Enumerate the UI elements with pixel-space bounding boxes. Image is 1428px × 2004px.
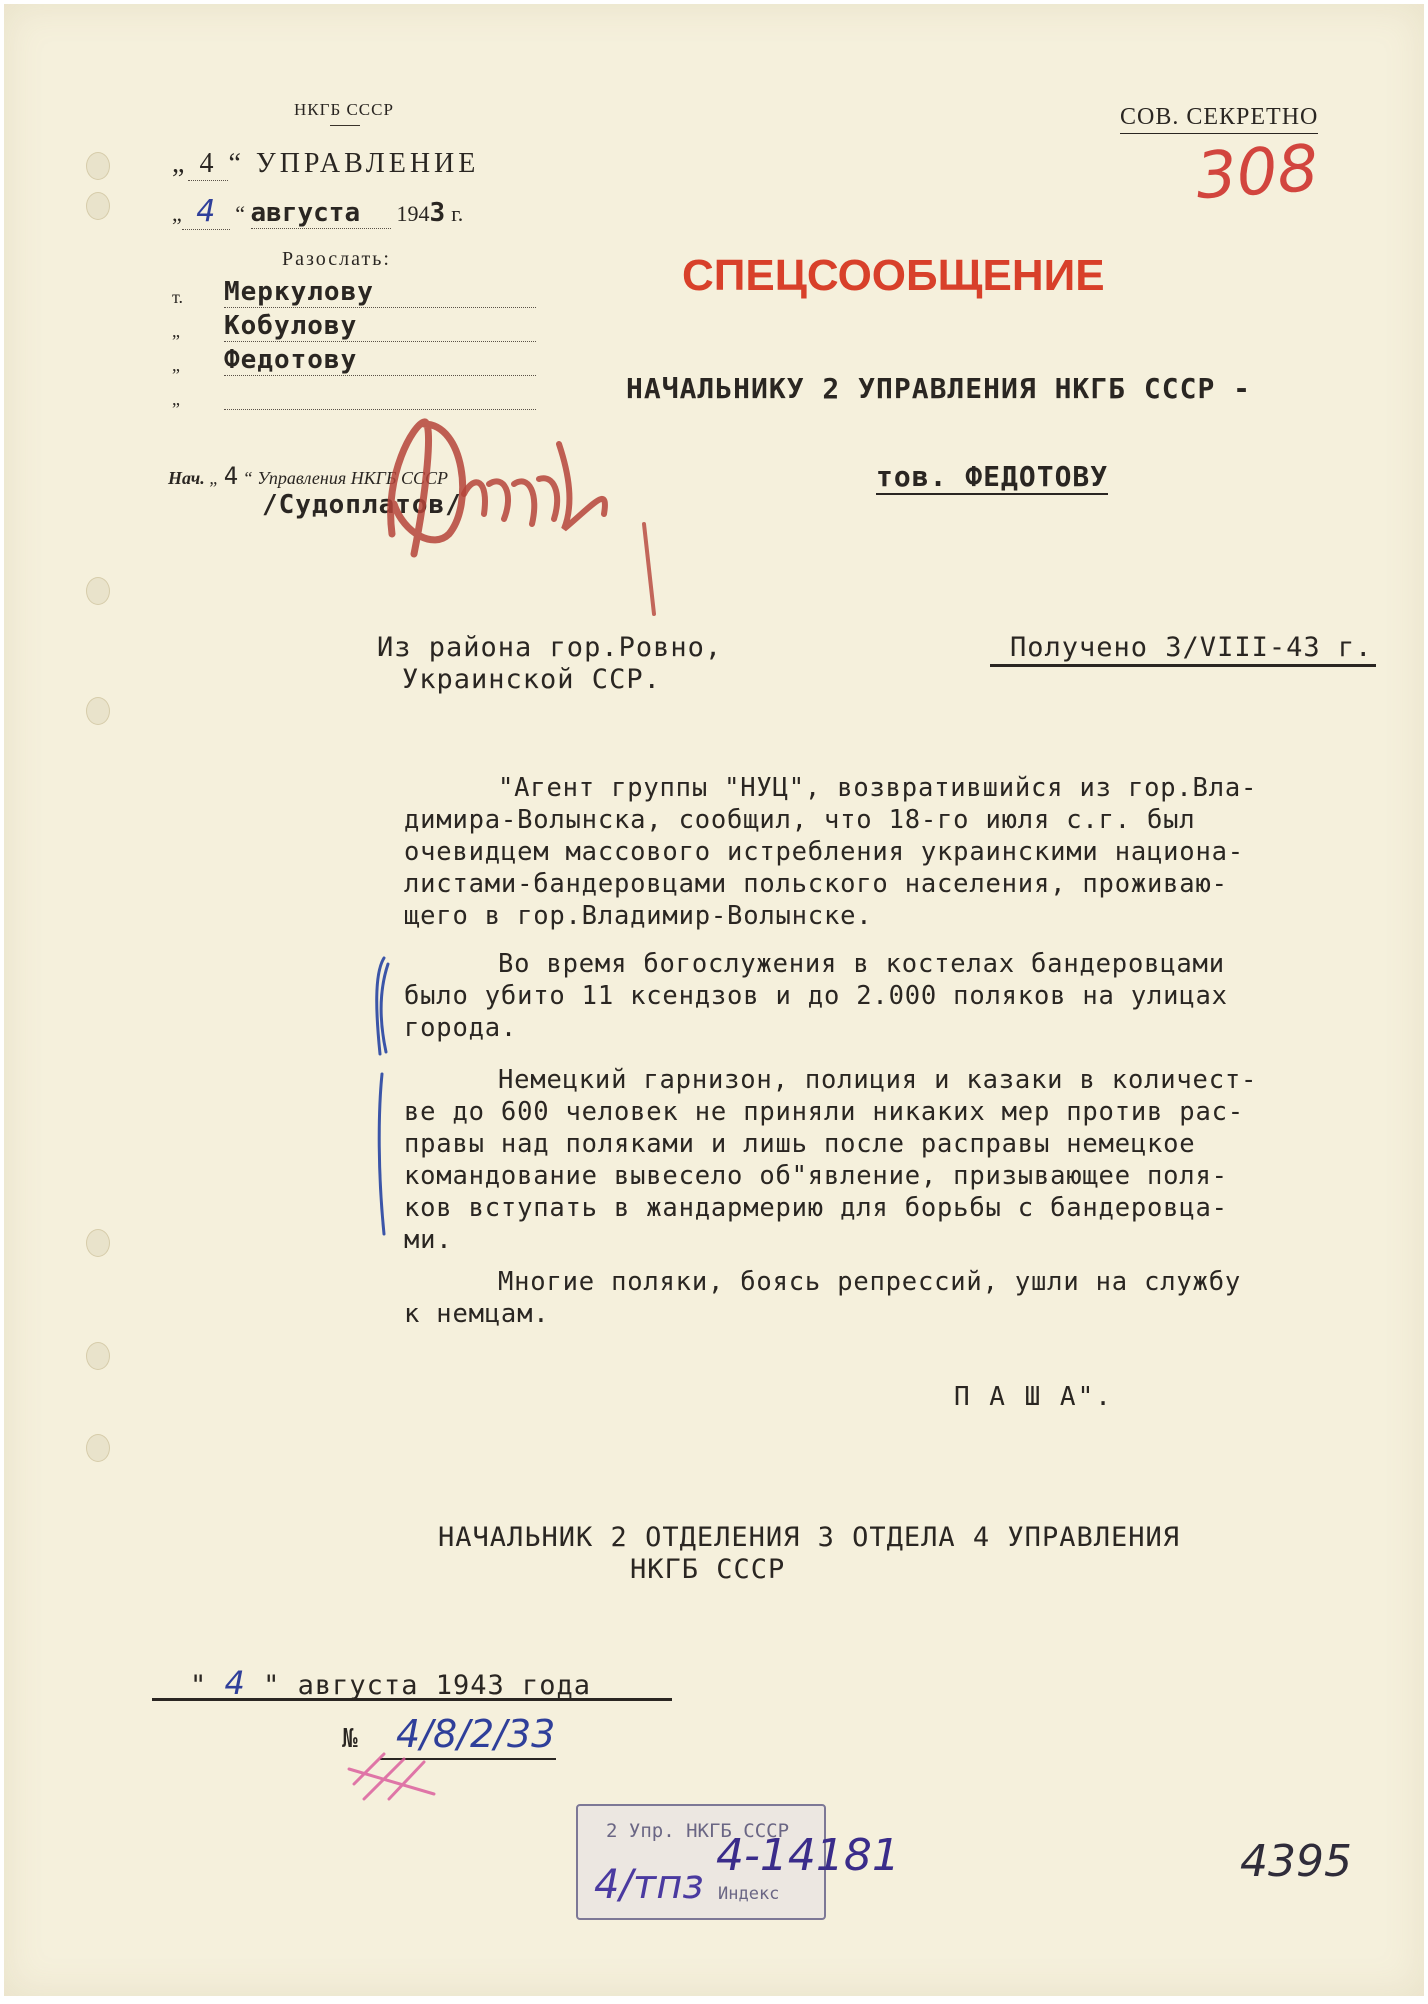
distribute-label: Разослать: xyxy=(282,248,391,270)
body-line: ков вступать в жандармерию для борьбы с бандеровца- xyxy=(404,1193,1228,1223)
body-line: листами-бандеровцами польского населения, проживаю- xyxy=(404,869,1228,899)
chief-name: /Судоплатов/ xyxy=(262,490,462,520)
pink-scribble xyxy=(344,1744,474,1814)
footer-date: " 4 " августа 1943 года xyxy=(190,1664,591,1702)
body-line: Немецкий гарнизон, полиция и казаки в количест- xyxy=(498,1065,1258,1095)
received-underline xyxy=(990,664,1376,667)
handwritten-number: 308 xyxy=(1193,131,1321,215)
recipient-3: Федотову xyxy=(224,345,536,376)
recipient-2: Кобулову xyxy=(224,311,536,342)
margin-bracket xyxy=(364,954,404,1254)
letterhead-date: „ 4 “ августа 1943 г. xyxy=(172,194,464,229)
chief-label-pre: Нач. xyxy=(168,468,205,488)
stamp-line-2: Индекс xyxy=(718,1884,780,1904)
pencil-signature xyxy=(354,384,674,634)
binder-hole xyxy=(86,1342,110,1370)
footer-number-value: 4/8/2/33 xyxy=(396,1712,556,1756)
dept-number: 4 xyxy=(188,148,228,181)
stamp-hand-right: 4-14181 xyxy=(716,1830,900,1881)
chief-label: Нач. „ 4 “ Управления НКГБ СССР xyxy=(168,462,449,490)
footer-date-day: 4 xyxy=(224,1664,246,1702)
received-stamp: Получено 3/VIII-43 г. xyxy=(1010,632,1373,663)
binder-hole xyxy=(86,152,110,180)
document-page xyxy=(4,4,1424,1996)
body-line: правы над поляками и лишь после расправы немецкое xyxy=(404,1129,1196,1159)
body-paragraph-1 xyxy=(404,772,1394,932)
chief-label-post: Управления НКГБ СССР xyxy=(257,468,449,488)
addressee-line-1: НАЧАЛЬНИКУ 2 УПРАВЛЕНИЯ НКГБ СССР - xyxy=(626,372,1252,405)
body-paragraph-3 xyxy=(404,1064,1394,1256)
stamp-hand-left: 4/тпз xyxy=(594,1862,704,1908)
signer-line-2: НКГБ СССР xyxy=(630,1554,786,1585)
origin-line-1: Из района гор.Ровно, xyxy=(377,632,723,663)
body-line: Многие поляки, боясь репрессий, ушли на службу xyxy=(498,1267,1242,1297)
agent-signature: П А Ш А". xyxy=(954,1382,1113,1412)
stamp-line-1: 2 Упр. НКГБ СССР xyxy=(606,1820,790,1842)
body-line: димира-Волынска, сообщил, что 18-го июля с.г. был xyxy=(404,805,1196,835)
dept-label: УПРАВЛЕНИЕ xyxy=(255,148,480,179)
body-line: командование вывесело об"явление, призывающее поля- xyxy=(404,1161,1228,1191)
signer-line-1: НАЧАЛЬНИК 2 ОТДЕЛЕНИЯ 3 ОТДЕЛА 4 УПРАВЛЕНИЯ xyxy=(438,1522,1180,1553)
body-paragraph-4 xyxy=(404,1266,1394,1330)
body-line: Во время богослужения в костелах бандеровцами xyxy=(498,949,1225,979)
body-line: было убито 11 ксендзов и до 2.000 поляков на улицах xyxy=(404,981,1228,1011)
letterhead-rule xyxy=(330,125,360,126)
body-line: "Агент группы "НУЦ", возвратившийся из гор.Вла- xyxy=(498,773,1258,803)
origin-line-2: Украинской ССР. xyxy=(402,664,661,695)
letterhead-dept: „ 4 “ УПРАВЛЕНИЕ xyxy=(172,148,480,179)
binder-hole xyxy=(86,1434,110,1462)
footer-number-label: № xyxy=(342,1724,358,1754)
corner-number: 4395 xyxy=(1240,1836,1352,1887)
body-line: очевидцем массового истребления украинскими национа- xyxy=(404,837,1244,867)
date-g: г. xyxy=(451,201,464,226)
recipient-prefix: т. xyxy=(172,287,184,307)
binder-hole xyxy=(86,577,110,605)
classification: СОВ. СЕКРЕТНО xyxy=(1120,104,1318,134)
body-line: к немцам. xyxy=(404,1299,550,1329)
footer-date-rule xyxy=(152,1698,672,1701)
body-line: ми. xyxy=(404,1225,453,1255)
recipient-list: т. Меркулову „ Кобулову „ Федотову „ xyxy=(172,274,536,410)
date-day: 4 xyxy=(182,194,230,230)
date-month: августа xyxy=(251,198,391,229)
binder-hole xyxy=(86,1229,110,1257)
doc-title: СПЕЦСООБЩЕНИЕ xyxy=(682,251,1105,300)
body-paragraph-2 xyxy=(404,948,1394,1044)
letterhead-org: НКГБ СССР xyxy=(294,100,394,119)
body-line: города. xyxy=(404,1013,518,1043)
date-year-prefix: 194 xyxy=(396,201,430,226)
chief-number: 4 xyxy=(223,462,239,490)
binder-hole xyxy=(86,192,110,220)
binder-hole xyxy=(86,697,110,725)
body-line: ве до 600 человек не приняли никаких мер против рас- xyxy=(404,1097,1244,1127)
date-year-suffix: 3 xyxy=(429,198,446,228)
addressee-line-2: тов. ФЕДОТОВУ xyxy=(876,460,1109,493)
recipient-1: Меркулову xyxy=(224,277,536,308)
footer-date-rest: августа 1943 года xyxy=(297,1670,591,1701)
body-line: щего в гор.Владимир-Волынске. xyxy=(404,901,873,931)
